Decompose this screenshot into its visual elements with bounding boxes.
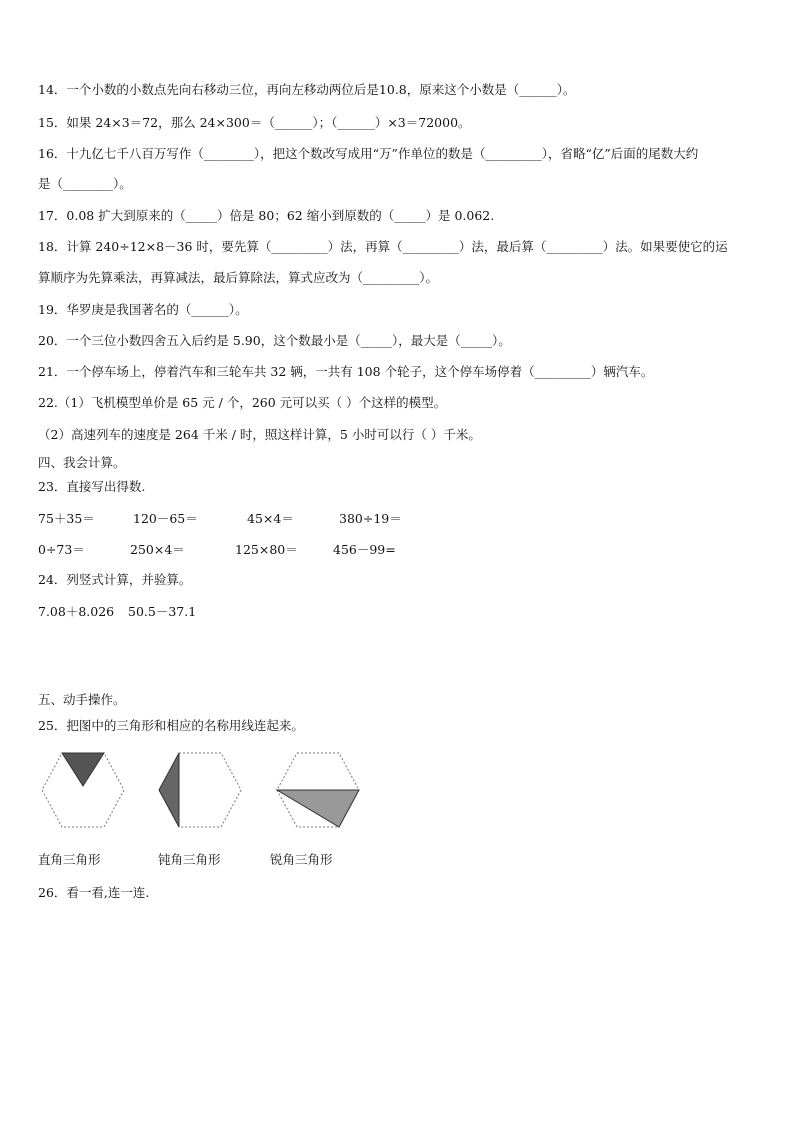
vertical-calc-item: 50.5－37.1 bbox=[128, 604, 197, 619]
triangle-label: 直角三角形 bbox=[38, 852, 101, 867]
question-24: 24．列竖式计算，并验算。 bbox=[38, 572, 192, 587]
calc-item: 45×4＝ bbox=[247, 511, 294, 526]
calc-item: 380÷19＝ bbox=[339, 511, 402, 526]
question-25: 25．把图中的三角形和相应的名称用线连起来。 bbox=[38, 718, 304, 733]
calc-item: 250×4＝ bbox=[130, 542, 185, 557]
calc-item: 0÷73＝ bbox=[38, 542, 85, 557]
hexagon-right-triangle-figure bbox=[38, 750, 128, 830]
hexagon-obtuse-triangle-figure bbox=[155, 750, 245, 830]
question-20: 20．一个三位小数四舍五入后约是 5.90，这个数最小是（_____），最大是（_____）。 bbox=[38, 333, 511, 348]
calc-item: 125×80＝ bbox=[235, 542, 298, 557]
vertical-calc-item: 7.08＋8.026 bbox=[38, 604, 115, 619]
question-18-line2: 算顺序为先算乘法，再算减法，最后算除法，算式应改为（_________）。 bbox=[38, 270, 439, 285]
question-17: 17．0.08 扩大到原来的（_____）倍是 80；62 缩小到原数的（_____）是 0.062. bbox=[38, 208, 495, 223]
hexagon-acute-triangle-figure bbox=[273, 750, 363, 830]
question-26: 26．看一看,连一连. bbox=[38, 885, 150, 900]
question-23: 23．直接写出得数. bbox=[38, 479, 146, 494]
triangle-label: 锐角三角形 bbox=[270, 852, 333, 867]
question-19: 19．华罗庚是我国著名的（______）。 bbox=[38, 302, 248, 317]
calc-item: 75＋35＝ bbox=[38, 511, 95, 526]
calc-item: 120－65＝ bbox=[133, 511, 198, 526]
calc-item: 456－99= bbox=[333, 542, 396, 557]
question-21: 21．一个停车场上，停着汽车和三轮车共 32 辆，一共有 108 个轮子，这个停车场停着（_________）辆汽车。 bbox=[38, 364, 654, 379]
question-16-line1: 16．十九亿七千八百万写作（________），把这个数改写成用“万”作单位的数是（_________），省略“亿”后面的尾数大约 bbox=[38, 146, 699, 161]
triangle-label: 钝角三角形 bbox=[158, 852, 221, 867]
question-14: 14．一个小数的小数点先向右移动三位，再向左移动两位后是10.8，原来这个小数是（______）。 bbox=[38, 82, 576, 97]
section-5-heading: 五、动手操作。 bbox=[38, 692, 126, 707]
question-18-line1: 18．计算 240÷12×8－36 时，要先算（_________）法，再算（_________）法，最后算（_________）法。如果要使它的运 bbox=[38, 239, 728, 254]
question-15: 15．如果 24×3＝72，那么 24×300＝（______）；（______）×3＝72000。 bbox=[38, 115, 471, 130]
question-22-part2: （2）高速列车的速度是 264 千米 / 时，照这样计算，5 小时可以行（ ）千米。 bbox=[38, 427, 481, 442]
section-4-heading: 四、我会计算。 bbox=[38, 455, 126, 470]
question-22-part1: 22.（1）飞机模型单价是 65 元 / 个，260 元可以买（ ）个这样的模型。 bbox=[38, 395, 447, 410]
question-16-line2: 是（________）。 bbox=[38, 176, 132, 191]
